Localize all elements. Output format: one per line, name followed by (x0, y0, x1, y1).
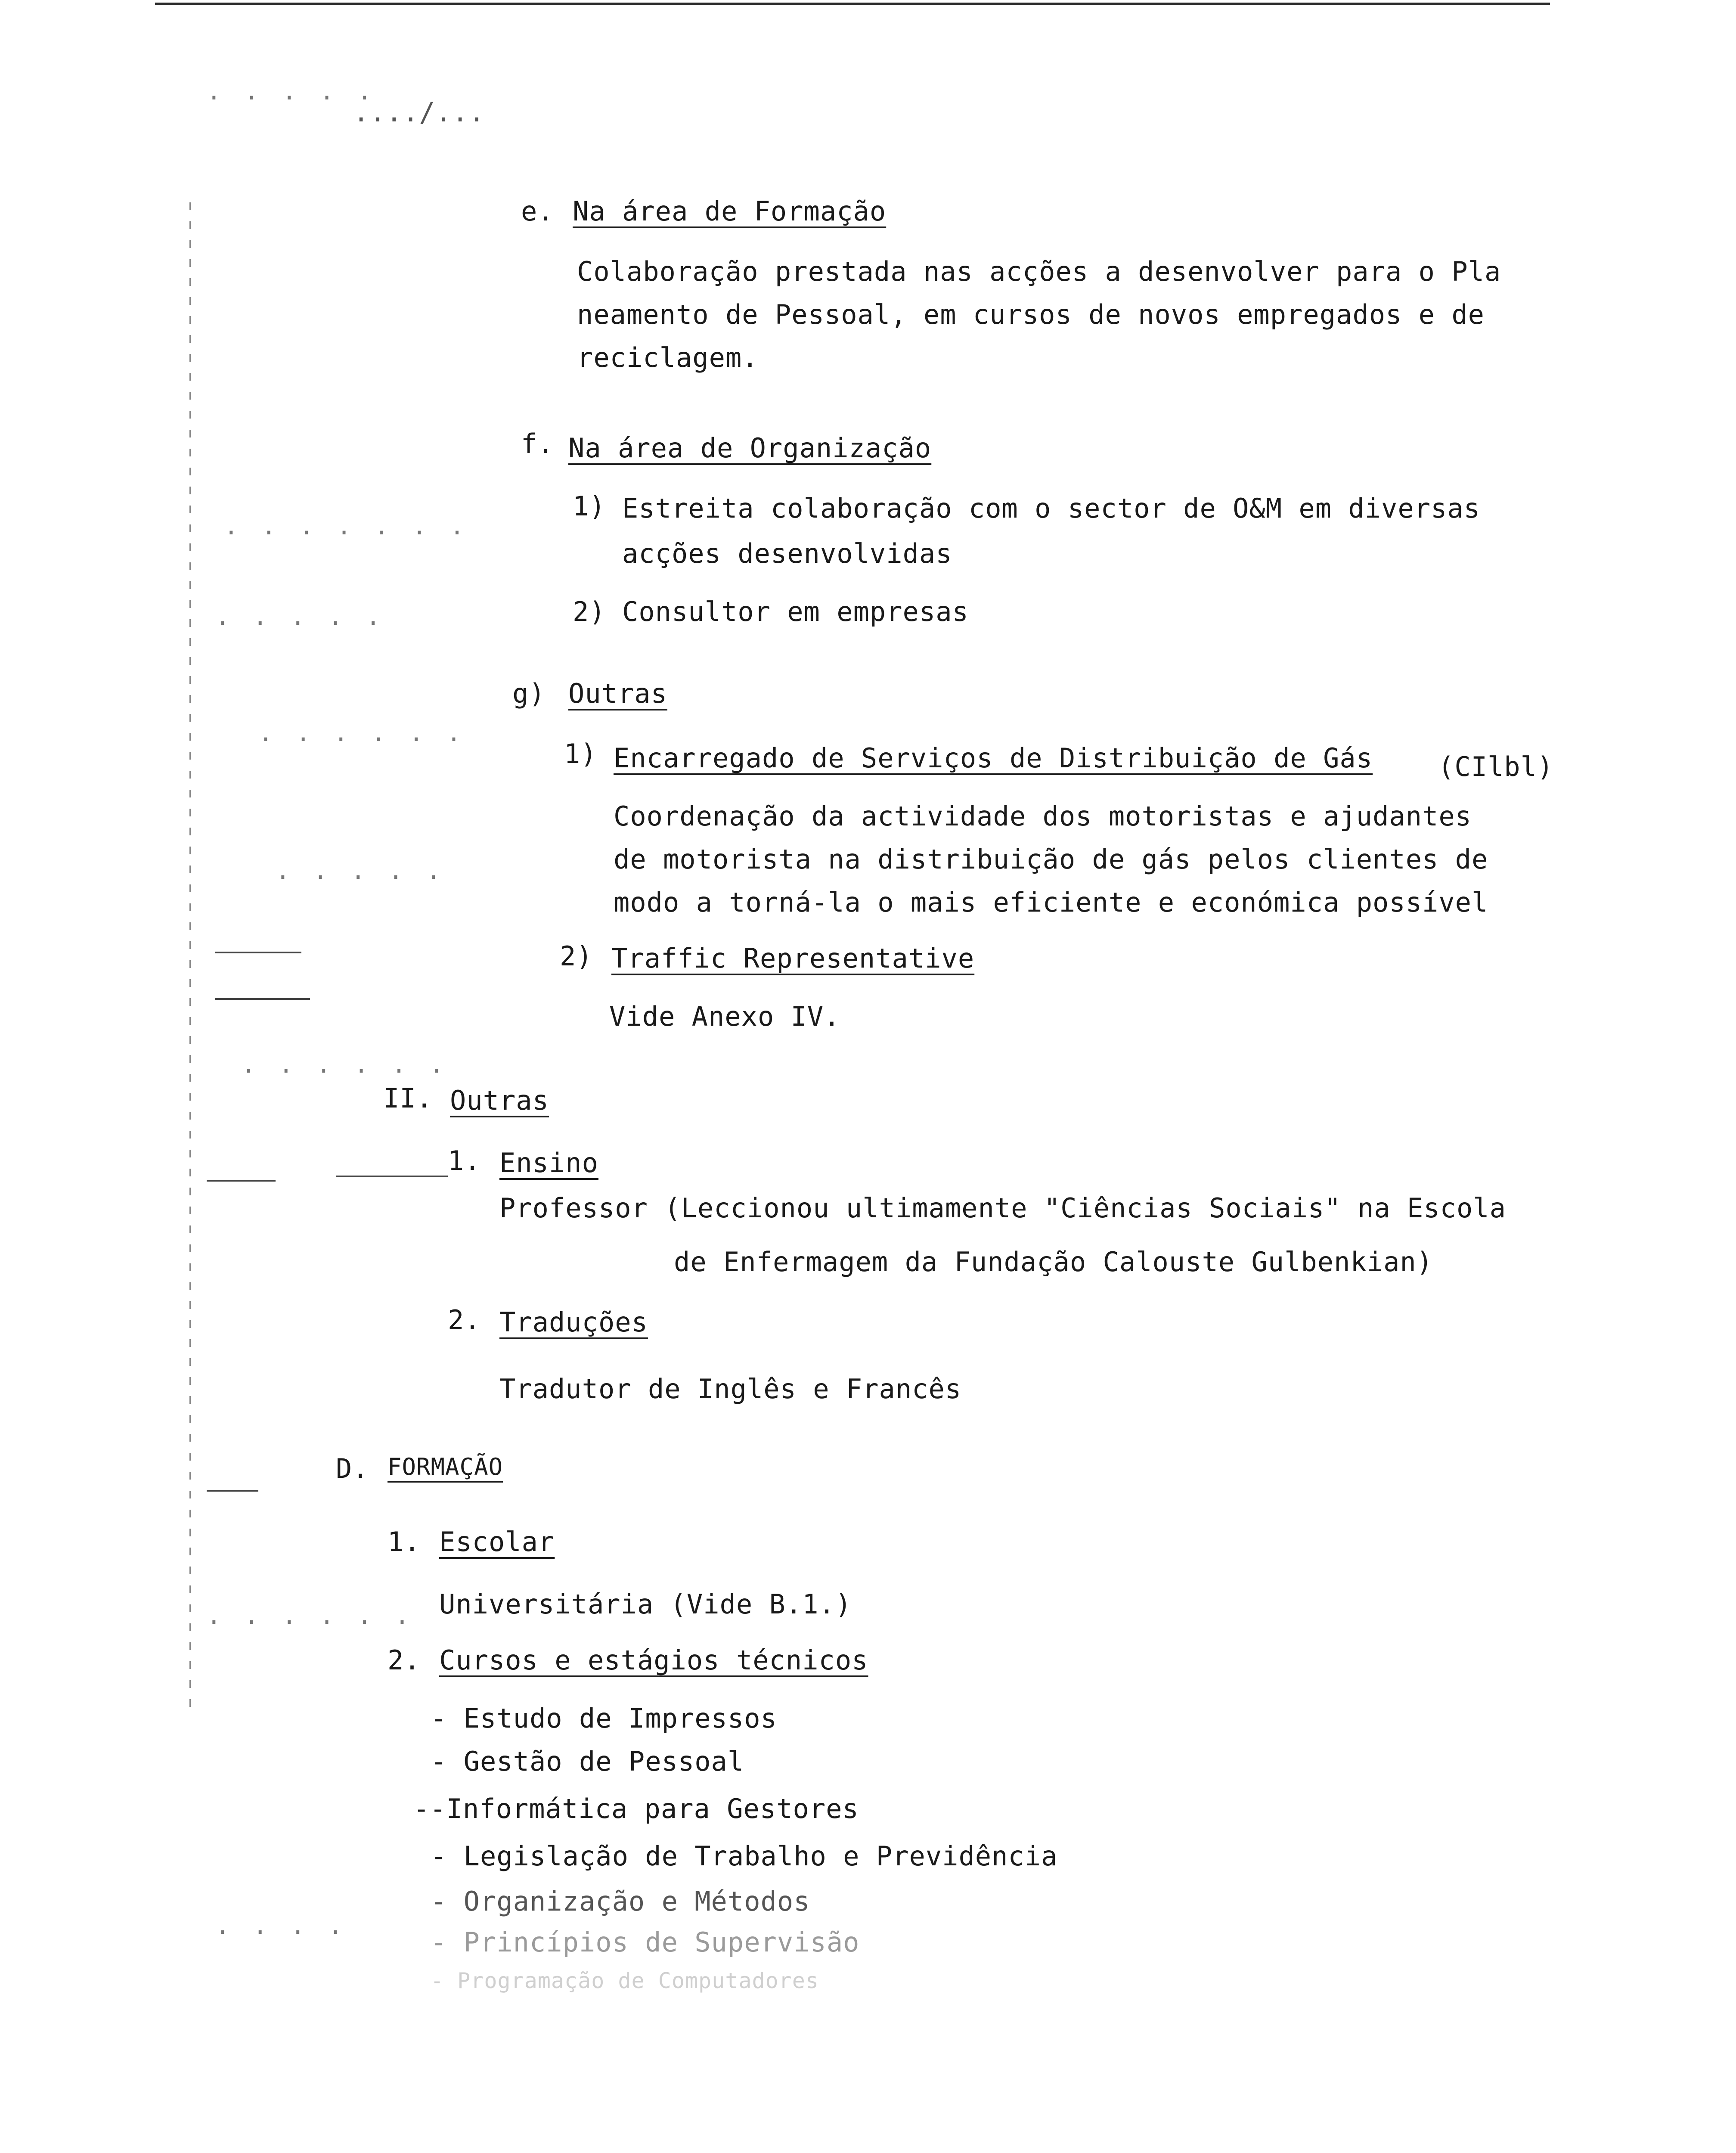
section-g-item-code: (CIlbl) (1438, 751, 1554, 782)
scan-dash (215, 998, 310, 1000)
section-ii-item-num: 1. (448, 1145, 481, 1176)
section-g-marker: g) (512, 678, 546, 709)
section-ii-item-title: Ensino (499, 1147, 598, 1179)
section-d-title: FORMAÇÃO (388, 1453, 503, 1480)
course-list-item: - Estudo de Impressos (431, 1703, 777, 1734)
section-g-title: Outras (568, 678, 667, 709)
section-g-item-body-line: Coordenação da actividade dos motoristas e ajudantes (614, 800, 1472, 832)
section-e-body-line: reciclagem. (577, 342, 759, 373)
section-g-item-num: 2) (560, 940, 593, 972)
scan-dash (215, 952, 301, 953)
section-ii-item-body-line: de Enfermagem da Fundação Calouste Gulbenkian) (674, 1246, 1433, 1278)
continuation-marker: ..../... (353, 96, 485, 128)
course-list-item: - Gestão de Pessoal (431, 1746, 744, 1777)
section-ii-item-body-line: Tradutor de Inglês e Francês (499, 1373, 962, 1405)
section-f-marker: f. (521, 428, 554, 459)
section-g-item-body-line: de motorista na distribuição de gás pelos clientes de (614, 844, 1488, 875)
course-list-item: - Princípios de Supervisão (431, 1927, 860, 1958)
section-d-item-num: 1. (388, 1526, 421, 1557)
scan-noise: . . . . . . (207, 1602, 414, 1630)
course-list-item: - Organização e Métodos (431, 1886, 810, 1917)
section-e-body-line: neamento de Pessoal, em cursos de novos empregados e de (577, 299, 1485, 330)
section-f-item-line: Consultor em empresas (622, 596, 969, 627)
section-ii-title: Outras (450, 1085, 549, 1116)
section-f-item-line: acções desenvolvidas (622, 538, 952, 569)
section-f-item-num: 2) (573, 596, 606, 627)
section-d-item-num: 2. (388, 1644, 421, 1676)
scan-noise: . . . . . . . (224, 512, 469, 540)
scan-dash (207, 1180, 276, 1182)
section-g-item-body-line: Vide Anexo IV. (609, 1001, 840, 1032)
section-ii-item-body-line: Professor (Leccionou ultimamente "Ciências Sociais" na Escola (499, 1192, 1506, 1224)
section-e-body-line: Colaboração prestada nas acções a desenvolver para o Pla (577, 256, 1501, 287)
scan-dash (336, 1176, 448, 1177)
section-e-title: Na área de Formação (573, 195, 887, 227)
scan-noise: . . . . . (207, 78, 376, 105)
section-g-item-num: 1) (564, 738, 597, 769)
scan-noise: . . . . (215, 1912, 347, 1940)
section-d-item-title: Escolar (439, 1526, 555, 1557)
course-list-item: --Informática para Gestores (413, 1793, 859, 1824)
scan-noise: . . . . . . (241, 1051, 448, 1079)
section-d-item-body-line: Universitária (Vide B.1.) (439, 1588, 852, 1620)
section-g-item-title: Traffic Representative (611, 943, 975, 974)
section-g-item-body-line: modo a torná-la o mais eficiente e económica possível (614, 887, 1488, 918)
course-list-item: - Legislação de Trabalho e Previdência (431, 1840, 1058, 1872)
section-ii-item-title: Traduções (499, 1306, 648, 1338)
section-ii-item-num: 2. (448, 1304, 481, 1336)
scan-dash (207, 1490, 258, 1492)
section-f-item-num: 1) (573, 490, 606, 522)
section-f-title: Na área de Organização (568, 432, 932, 464)
margin-fold-line (189, 202, 191, 1709)
section-d-marker: D. (336, 1453, 369, 1484)
scan-noise: . . . . . (215, 603, 385, 631)
section-e-marker: e. (521, 195, 554, 227)
top-rule (155, 3, 1550, 5)
section-f-item-line: Estreita colaboração com o sector de O&M em diversas (622, 493, 1481, 524)
scan-noise: . . . . . . (258, 719, 465, 747)
scan-noise: . . . . . (276, 857, 445, 885)
section-d-item-title: Cursos e estágios técnicos (439, 1644, 868, 1676)
section-ii-marker: II. (383, 1083, 433, 1114)
course-list-item: - Programação de Computadores (431, 1968, 819, 1993)
section-g-item-title: Encarregado de Serviços de Distribuição de Gás (614, 742, 1373, 774)
